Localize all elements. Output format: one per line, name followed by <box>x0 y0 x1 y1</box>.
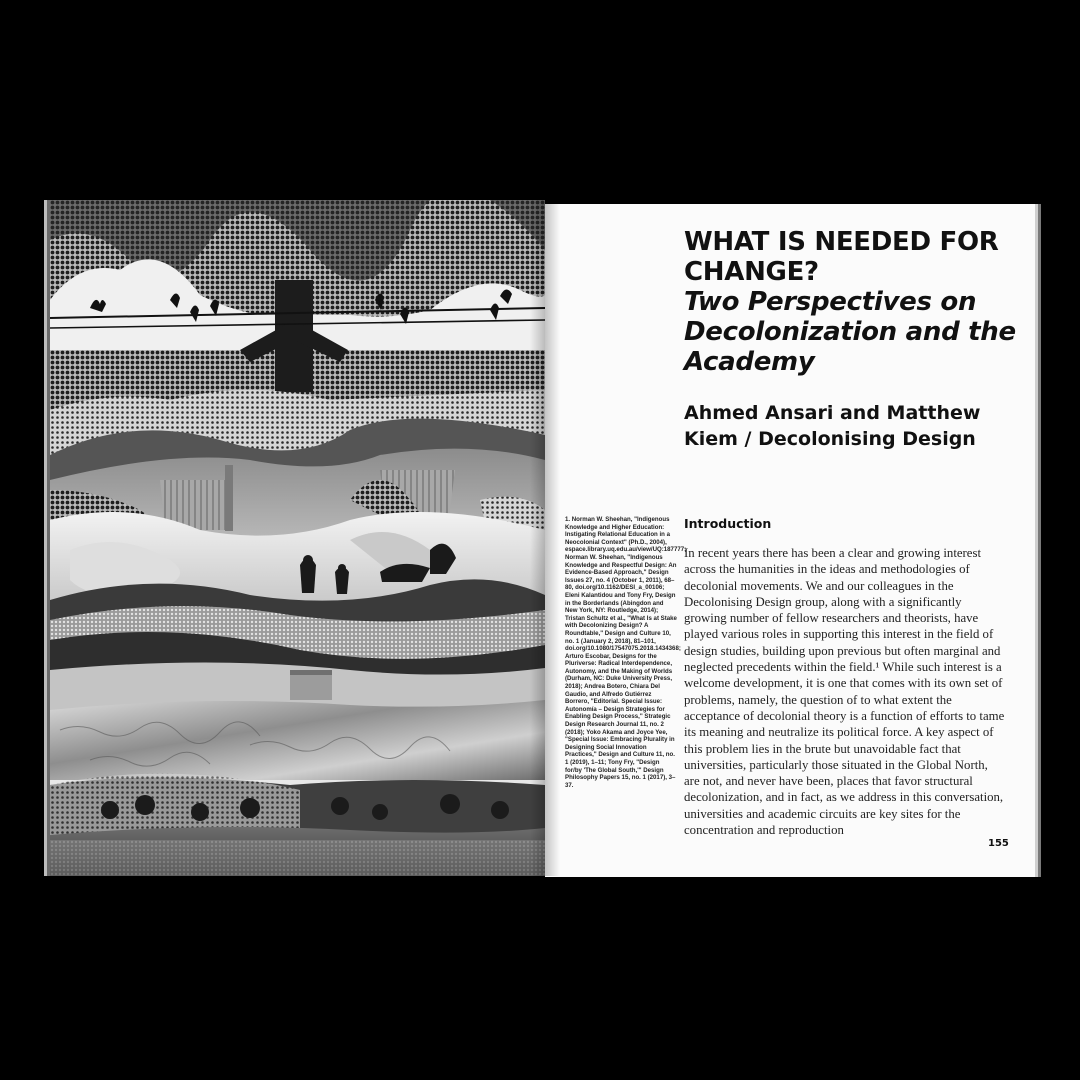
page-number: 155 <box>988 838 1009 849</box>
section-heading: Introduction <box>684 516 772 531</box>
footnote: 1. Norman W. Sheehan, "Indigenous Knowledge and Higher Education: Instigating Relational Education in a Neocolonial Context" (Ph.D., 2004), espace.library.uq.edu.au/view/UQ:187777; Norman W. Sheehan, "Indigenous Knowledge and Respectful Design: An Evidence-Based Approach," Design Issues 27, no. 4 (October 1, 2011), 68–80, doi.org/10.1162/DESI_a_00106; Eleni Kalantidou and Tony Fry, Design in the Borderlands (Abingdon and New York, NY: Routledge, 2014); Tristan Schultz et al., "What Is at Stake with Decolonizing Design? A Roundtable," Design and Culture 10, no. 1 (January 2, 2018), 81–101, doi.org/10.1080/17547075.2018.1434368; Arturo Escobar, Designs for the Pluriverse: Radical Interdependence, Autonomy, and the Making of Worlds (Durham, NC: Duke University Press, 2018); Andrea Botero, Chiara Del Gaudio, and Alfredo Gutiérrez Borrero, "Editorial. Special Issue: Autonomía – Design Strategies for Enabling Design Process," Strategic Design Research Journal 11, no. 2 (2018); Yoko Akama and Joyce Yee, "Special Issue: Embracing Plurality in Designing Social Innovation Practices," Design and Culture 11, no. 1 (2019), 1–11; Tony Fry, "Design for/by 'The Global South,'" Design Philosophy Papers 15, no. 1 (2017), 3–37. <box>565 516 687 789</box>
right-page <box>545 204 1035 877</box>
article-title <box>684 227 1024 377</box>
article-title-line-1: WHAT IS NEEDED FOR CHANGE? <box>684 227 999 287</box>
article-title-line-2: Two Perspectives on Decolonization and the Academy <box>684 287 1016 377</box>
left-page-collage-illustration <box>50 200 545 876</box>
collage-image <box>50 200 545 876</box>
article-authors: Ahmed Ansari and Matthew Kiem / Decolonising Design <box>684 402 981 450</box>
body-paragraph: In recent years there has been a clear and growing interest across the humanities in the ideas and methodologies of decolonial movements. We and our colleagues in the Decolonising Design group, along with a significantly growing number of fellow researchers and theorists, have played various roles in supporting this interest in the field of design studies, building upon previous but often marginal and neglected precedents within the field.¹ While such interest is a welcome development, it is one that comes with its own set of problems, namely, the question of to what extent the acceptance of decolonial theory is a function of efforts to tame its meaning and neutralize its political force. A key aspect of this problem lies in the brute but unavoidable fact that universities, particularly those situated in the Global North, are not, and never have been, places that favor structural decolonization, and in fact, as we address in this conversation, universities and academic circuits are key sites for the concentration and reproduction <box>684 546 1005 838</box>
